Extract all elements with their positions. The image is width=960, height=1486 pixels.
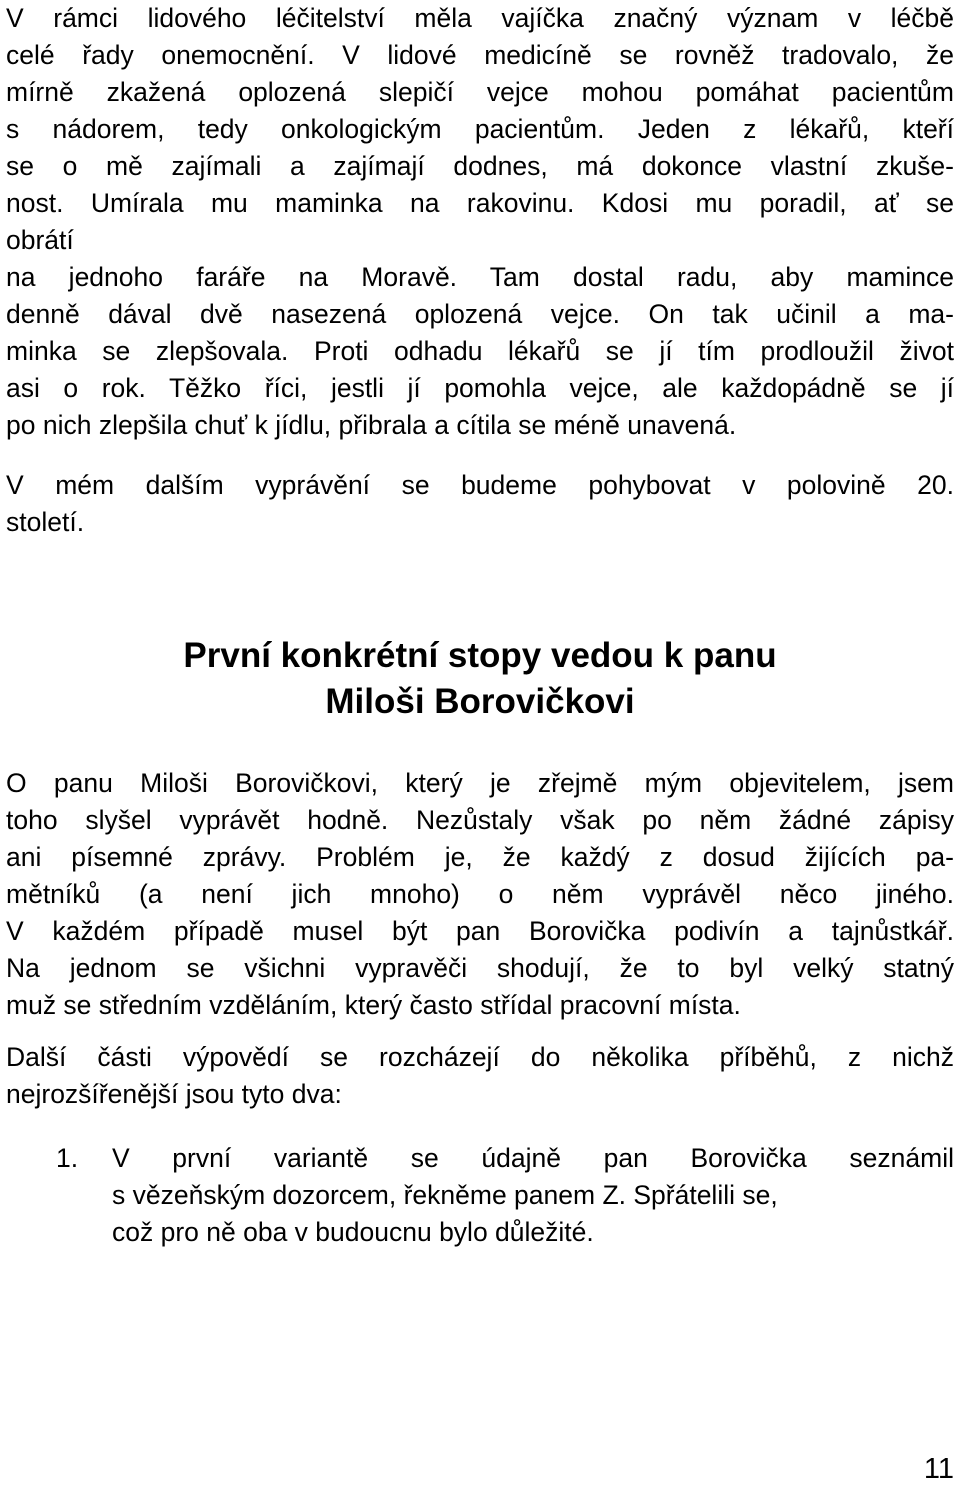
section-heading-line-2: Miloši Borovičkovi bbox=[325, 682, 635, 721]
text-line: Na jednom se všichni vypravěči shodují, že to byl velký statný bbox=[6, 953, 954, 983]
section-heading-line-1: První konkrétní stopy vedou k panu bbox=[183, 636, 777, 675]
text-line: století. bbox=[6, 507, 85, 537]
list-item-number: 1. bbox=[56, 1143, 79, 1173]
section-heading bbox=[0, 633, 960, 725]
text-line: s nádorem, tedy onkologickým pacientům. Jeden z lékařů, kteří bbox=[6, 114, 954, 144]
text-line: toho slyšel vyprávět hodně. Nezůstaly však po něm žádné zápisy bbox=[6, 805, 954, 835]
text-line: po nich zlepšila chuť k jídlu, přibrala a cítila se méně unavená. bbox=[6, 410, 737, 440]
text-line: nejrozšířenější jsou tyto dva: bbox=[6, 1079, 342, 1109]
text-line: O panu Miloši Borovičkovi, který je zřejmě mým objevitelem, jsem bbox=[6, 768, 954, 798]
text-line: na jednoho faráře na Moravě. Tam dostal radu, aby mamince bbox=[6, 262, 954, 292]
text-line: V mém dalším vyprávění se budeme pohybovat v polovině 20. bbox=[6, 470, 954, 500]
text-line: mětníků (a není jich mnoho) o něm vyprávěl něco jiného. bbox=[6, 879, 954, 909]
text-line: což pro ně oba v budoucnu bylo důležité. bbox=[112, 1217, 594, 1247]
section-paragraph-1 bbox=[6, 765, 954, 1024]
text-line: ani písemné zprávy. Problém je, že každý z dosud žijících pa- bbox=[6, 842, 954, 872]
intro-paragraph bbox=[6, 0, 954, 444]
text-line: denně dával dvě nasezená oplozená vejce. On tak učinil a ma- bbox=[6, 299, 954, 329]
text-line: minka se zlepšovala. Proti odhadu lékařů se jí tím prodloužil život bbox=[6, 336, 954, 366]
text-line: celé řady onemocnění. V lidové medicíně se rovněž tradovalo, že bbox=[6, 40, 954, 70]
text-line: se o mě zajímali a zajímají dodnes, má dokonce vlastní zkuše- bbox=[6, 151, 954, 181]
list-item bbox=[112, 1140, 954, 1251]
text-line: muž se středním vzděláním, který často střídal pracovní místa. bbox=[6, 990, 741, 1020]
text-line: s vězeňským dozorcem, řekněme panem Z. Spřátelili se, bbox=[112, 1180, 778, 1210]
text-line: asi o rok. Těžko říci, jestli jí pomohla vejce, ale každopádně se jí bbox=[6, 373, 954, 403]
text-line: obrátí bbox=[6, 225, 74, 255]
section-paragraph-2 bbox=[6, 1039, 954, 1113]
text-line: V první variantě se údajně pan Borovička seznámil bbox=[112, 1143, 954, 1173]
text-line: Další části výpovědí se rozcházejí do několika příběhů, z nichž bbox=[6, 1042, 954, 1072]
text-line: nost. Umírala mu maminka na rakovinu. Kdosi mu poradil, ať se bbox=[6, 188, 954, 218]
text-line: V každém případě musel být pan Borovička podivín a tajnůstkář. bbox=[6, 916, 954, 946]
text-line: V rámci lidového léčitelství měla vajíčka značný význam v léčbě bbox=[6, 3, 954, 33]
text-line: mírně zkažená oplozená slepičí vejce mohou pomáhat pacientům bbox=[6, 77, 954, 107]
page-number: 11 bbox=[923, 1453, 954, 1485]
closing-paragraph bbox=[6, 467, 954, 541]
